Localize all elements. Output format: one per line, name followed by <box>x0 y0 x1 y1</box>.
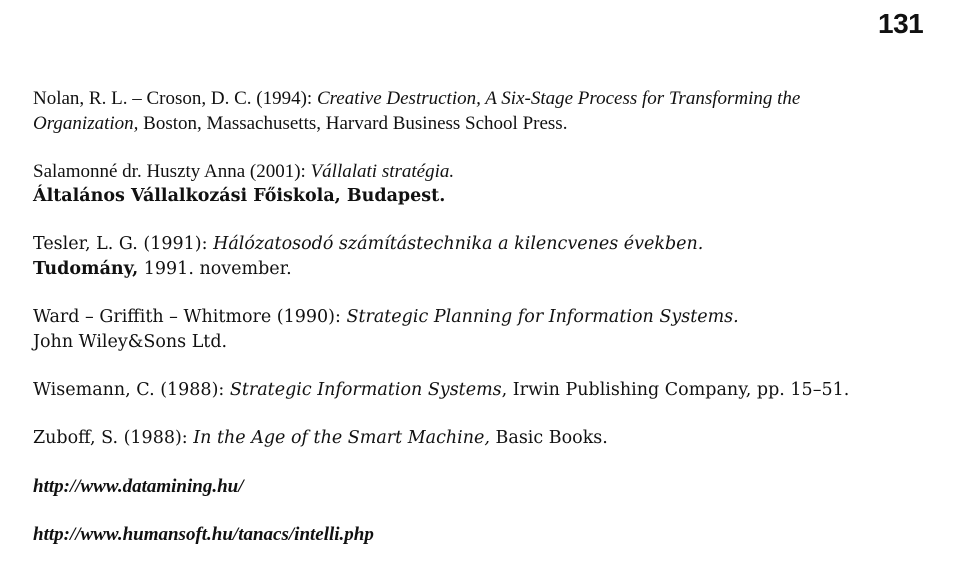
reference-url[interactable]: http://www.humansoft.hu/tanacs/intelli.php <box>33 524 374 545</box>
reference-title: Strategic Planning for Information Systems. <box>346 307 739 327</box>
reference-line <box>33 111 953 136</box>
reference-line <box>33 86 953 111</box>
reference-date: 1991. november. <box>138 259 292 279</box>
reference-authors: Nolan, R. L. – Croson, D. C. (1994): <box>33 88 317 109</box>
reference-journal: Tudomány, <box>33 259 139 279</box>
reference-url[interactable]: http://www.datamining.hu/ <box>33 476 244 497</box>
reference-line <box>33 330 953 355</box>
reference-authors: Wisemann, C. (1988): <box>33 380 230 400</box>
reference-line <box>33 257 953 282</box>
reference-url-item <box>33 474 953 499</box>
reference-publisher: John Wiley&Sons Ltd. <box>33 332 228 352</box>
page-number: 131 <box>878 8 924 39</box>
reference-line <box>33 159 953 184</box>
reference-publisher: Boston, Massachusetts, Harvard Business School Press. <box>138 113 568 134</box>
reference-publisher: Basic Books. <box>489 428 608 448</box>
reference-item <box>33 305 953 355</box>
reference-item <box>33 159 953 209</box>
reference-line <box>33 232 953 257</box>
reference-title: Hálózatosodó számítástechnika a kilencvenes években. <box>213 234 704 254</box>
reference-item <box>33 378 953 403</box>
reference-list <box>33 86 953 570</box>
reference-line <box>33 184 953 209</box>
reference-publisher: , Irwin Publishing Company, pp. 15–51. <box>501 380 850 400</box>
reference-item <box>33 426 953 451</box>
reference-authors: Zuboff, S. (1988): <box>33 428 194 448</box>
reference-title: In the Age of the Smart Machine, <box>193 428 490 448</box>
reference-line <box>33 305 953 330</box>
reference-item <box>33 232 953 282</box>
reference-authors: Ward – Griffith – Whitmore (1990): <box>33 307 347 327</box>
reference-authors: Salamonné dr. Huszty Anna (2001): <box>33 161 311 182</box>
reference-authors: Tesler, L. G. (1991): <box>33 234 214 254</box>
reference-line <box>33 426 953 451</box>
reference-title: Organization, <box>33 113 139 134</box>
reference-publisher: Általános Vállalkozási Főiskola, Budapest. <box>33 186 446 206</box>
reference-line <box>33 378 953 403</box>
reference-title: Vállalati stratégia. <box>310 161 455 182</box>
reference-title: Creative Destruction, A Six-Stage Process for Transforming the <box>316 88 801 109</box>
reference-url-item <box>33 522 953 547</box>
reference-item <box>33 86 953 136</box>
reference-title: Strategic Information Systems <box>229 380 502 400</box>
